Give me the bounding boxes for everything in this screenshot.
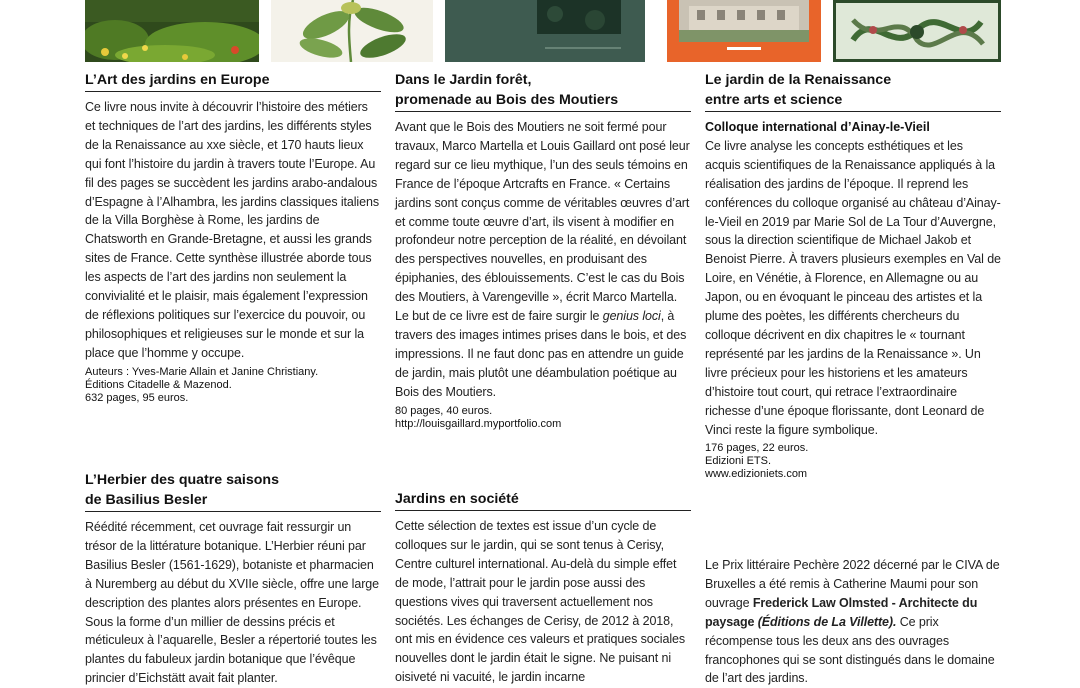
article-art-des-jardins [85, 70, 381, 405]
article-title: L’Herbier des quatre saisons de Basilius Besler [85, 470, 381, 512]
cover-renaissance [667, 0, 821, 62]
article-title: Jardins en société [395, 489, 691, 511]
article-jardins-en-societe [395, 489, 691, 687]
article-body: Ce livre analyse les concepts esthétiques et les acquis scientifiques de la Renaissance appliqués à la réalisation des jardins de l’époque. Il reprend les conférences du colloque organisé au château d’Ainay-le-Vieil en 2019 par Marie Sol de La Tour d’Auvergne, sous la direction scientifique de Michael Jakob et Benoist Pierre. À travers plusieurs exemples en Val de Loire, en Vénétie, à Florence, en Allemagne ou au Japon, ou en évoquant le pinceau des artistes et la plume des poètes, les différents chercheurs du colloque décrivent en dix chapitres le « tournant représenté par les jardins de la Renaissance ». Un livre précieux pour les historiens et les amateurs d’histoire tout court, qui retrace l’extraordinaire richesse d’une époque florissante, dont Leonard de Vinci reste la figure symbolique. [705, 138, 1001, 437]
prize-text: Le Prix littéraire Pechère 2022 décerné par le CIVA de Bruxelles a été remis à Catherine Maumi pour son ouvrage Frederick Law Olmsted - Architecte du paysage (Éditions de La Villette). Ce prix récompense tous les deux ans des ouvrages francophones qui se sont distingués dans le domaine de l’art des jardins. [705, 558, 1000, 686]
article-herbier [85, 470, 381, 688]
cover-jardins-societe [833, 0, 1001, 62]
article-meta: 80 pages, 40 euros. http://louisgaillard.myportfolio.com [395, 405, 691, 431]
prize-note [705, 556, 1001, 688]
article-meta: 176 pages, 22 euros. Edizioni ETS. www.edizioniets.com [705, 442, 1001, 481]
article-body: Réédité récemment, cet ouvrage fait ressurgir un trésor de la littérature botanique. L’Herbier réuni par Basilius Besler (1561-1629), botaniste et pharmacien à Nuremberg au début du XVIIe siècle, offre une large description des plantes alors présentes en Europe. Sous la forme d’un millier de dessins précis et méticuleux à l’aquarelle, Besler a répertorié toutes les plantes du fabuleux jardin botanique que l’évêque princier d’Eichstätt avait fait planter. [85, 520, 379, 686]
website-link[interactable]: www.edizioniets.com [705, 468, 808, 481]
article-subtitle: Colloque international d’Ainay-le-Vieil [705, 120, 930, 134]
article-body: Ce livre nous invite à découvrir l’histoire des métiers et techniques de l’art des jardins, les différents styles de la Renaissance au xxe siècle, et 170 hauts lieux qui font l’histoire du jardin à travers toute l’Europe. Au fil des pages se succèdent les jardins arabo-andalous d’Espagne à l’Alhambra, les jardins classiques italiens de la Villa Borghèse à Rome, les jardins de Chatsworth en Grande-Bretagne, et aussi les grands sites de France. Cette synthèse illustrée aborde tous les aspects de l’art des jardins non seulement la convivialité et le plaisir, mais également l’expression de réflexions politiques sur l’exercice du pouvoir, ou philosophiques et religieuses sur le monde et sur la place que l’homme y occupe. [85, 100, 379, 360]
article-title: Dans le Jardin forêt, promenade au Bois des Moutiers [395, 70, 691, 112]
cover-herbier [271, 0, 433, 62]
cover-art-des-jardins [85, 0, 259, 62]
article-jardin-foret [395, 70, 691, 431]
article-title: Le jardin de la Renaissance entre arts et science [705, 70, 1001, 112]
article-meta: Auteurs : Yves-Marie Allain et Janine Christiany. Éditions Citadelle & Mazenod. 632 pages, 95 euros. [85, 365, 319, 404]
website-link[interactable]: http://louisgaillard.myportfolio.com [395, 417, 562, 430]
article-renaissance [705, 70, 1001, 481]
article-body: Cette sélection de textes est issue d’un cycle de colloques sur le jardin, qui se sont tenus à Cerisy, Centre culturel international. Au-delà du simple effet de mode, l’attrait pour le jardin pose aussi des questions vives qui traversent actuellement nos sociétés. Les échanges de Cerisy, de 2012 à 2018, ont mis en évidence ces valeurs et pratiques sociales nouvelles dont le jardin était le signe. Ne puisant ni oisiveté ni vacuité, le jardin incarne [395, 519, 685, 685]
article-title: L’Art des jardins en Europe [85, 70, 381, 92]
article-body: Avant que le Bois des Moutiers ne soit fermé pour travaux, Marco Martella et Louis Gaillard ont posé leur regard sur ce lieu mythique, l’un des seuls témoins en France de l’époque Artcrafts en France. « Certains jardins sont conçus comme de véritables œuvres d’art et comme toute œuvre d’art, ils visent à modifier en profondeur notre perception de la réalité, en dévoilant des perspectives nouvelles, en produisant des épiphanies, des éblouissements. C’est le cas du Bois des Moutiers, à Varengeville », écrit Marco Martella. Le but de ce livre est de faire surgir le genius loci, à travers des images intimes prises dans le bois, et des impressions. Il ne faut donc pas en attendre un guide de jardin, mais plutôt une déambulation poétique au Bois des Moutiers. [395, 120, 690, 399]
cover-jardin-foret [445, 0, 645, 62]
